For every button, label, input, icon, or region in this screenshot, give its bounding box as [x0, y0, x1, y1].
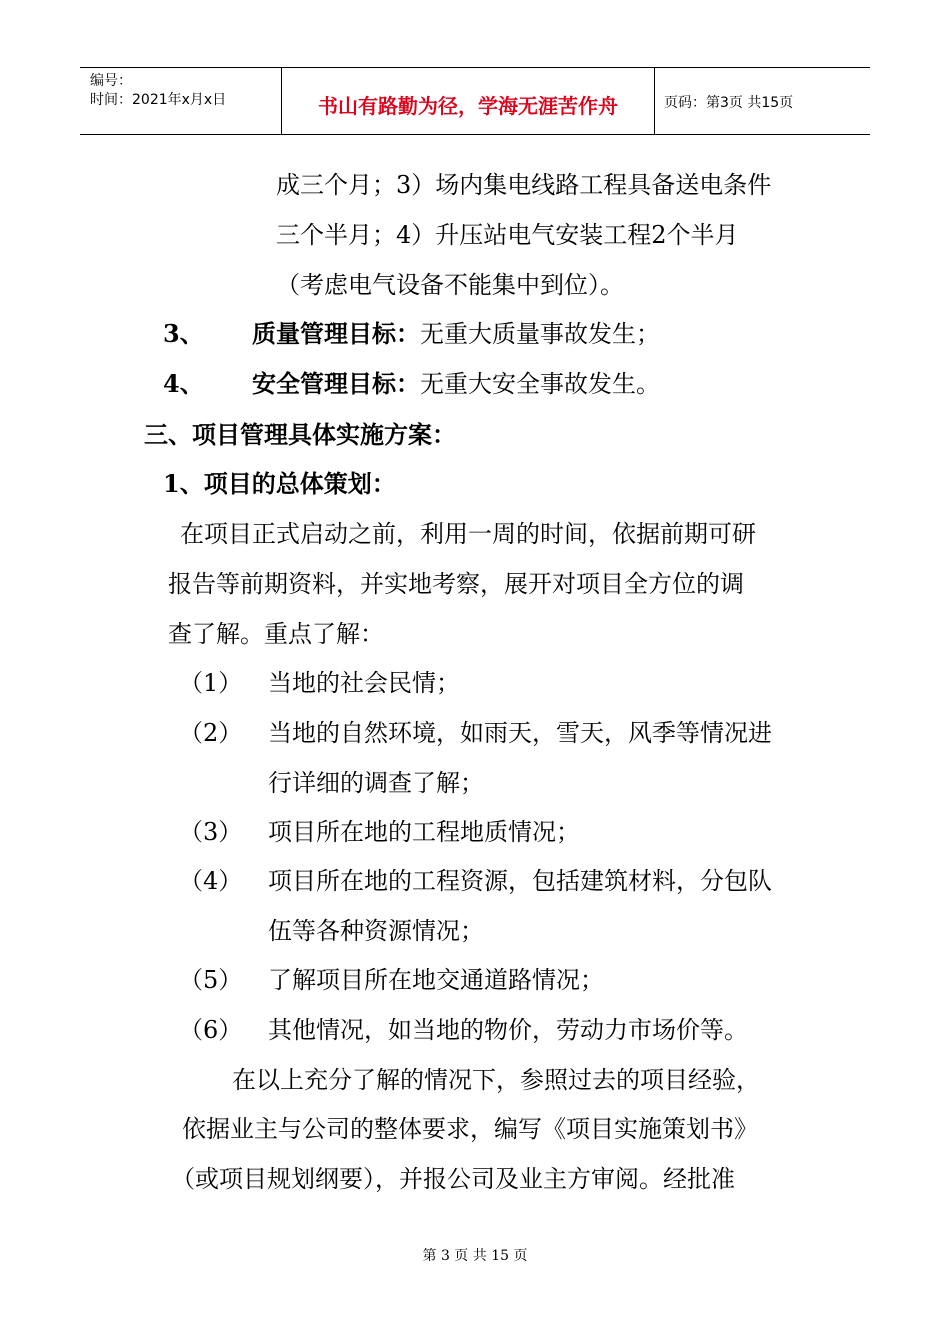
list-item-text: 当地的社会民情；	[268, 669, 460, 697]
header-page-number: 页码：第3页 共15页	[664, 95, 794, 111]
list-number: 3、	[163, 319, 204, 348]
document-number-label: 编号：	[90, 73, 132, 89]
section-heading: 三、项目管理具体实施方案：	[144, 420, 456, 449]
list-number: （3）	[179, 818, 243, 846]
header-motto: 书山有路勤为径，学海无涯苦作舟	[318, 94, 618, 118]
item-text: 无重大质量事故发生；	[420, 320, 660, 348]
sub-heading: 1、项目的总体策划：	[163, 469, 396, 498]
header-meta	[90, 72, 226, 110]
page-footer: 第 3 页 共 15 页	[422, 1248, 528, 1264]
page-header	[80, 67, 870, 135]
list-number: （5）	[179, 966, 243, 994]
list-item-text: 当地的自然环境，如雨天，雪天，风季等情况进	[268, 719, 772, 747]
list-item	[252, 369, 660, 399]
paragraph-line: 依据业主与公司的整体要求，编写《项目实施策划书》	[182, 1115, 758, 1143]
list-item-text: 项目所在地的工程地质情况；	[268, 818, 580, 846]
paragraph-line: 在以上充分了解的情况下，参照过去的项目经验，	[232, 1066, 760, 1094]
paragraph-line: （考虑电气设备不能集中到位）。	[276, 271, 624, 299]
paragraph-line: 在项目正式启动之前，利用一周的时间，依据前期可研	[180, 520, 756, 548]
paragraph-line: 三个半月；4）升压站电气安装工程2个半月	[276, 221, 739, 249]
list-number: 4、	[163, 369, 204, 398]
item-label: 质量管理目标：	[252, 319, 420, 348]
item-text: 无重大安全事故发生。	[420, 370, 660, 398]
list-item-text: 了解项目所在地交通道路情况；	[268, 966, 604, 994]
paragraph-line: 成三个月；3）场内集电线路工程具备送电条件	[276, 171, 772, 199]
paragraph-line: 查了解。重点了解：	[168, 620, 384, 648]
list-item-text: 项目所在地的工程资源，包括建筑材料，分包队	[268, 867, 772, 895]
list-number: （6）	[179, 1016, 243, 1044]
list-number: （1）	[179, 669, 243, 697]
item-label: 安全管理目标：	[252, 369, 420, 398]
list-number: （2）	[179, 719, 243, 747]
list-item-text: 行详细的调查了解；	[268, 769, 484, 797]
paragraph-line: 报告等前期资料，并实地考察，展开对项目全方位的调	[168, 570, 744, 598]
list-item-text: 其他情况，如当地的物价，劳动力市场价等。	[268, 1016, 748, 1044]
list-item-text: 伍等各种资源情况；	[268, 917, 484, 945]
header-divider	[654, 68, 655, 134]
document-time-label: 时间：2021年x月x日	[90, 92, 227, 108]
list-item	[252, 319, 660, 349]
list-number: （4）	[179, 867, 243, 895]
paragraph-line: （或项目规划纲要），并报公司及业主方审阅。经批准	[171, 1165, 735, 1193]
